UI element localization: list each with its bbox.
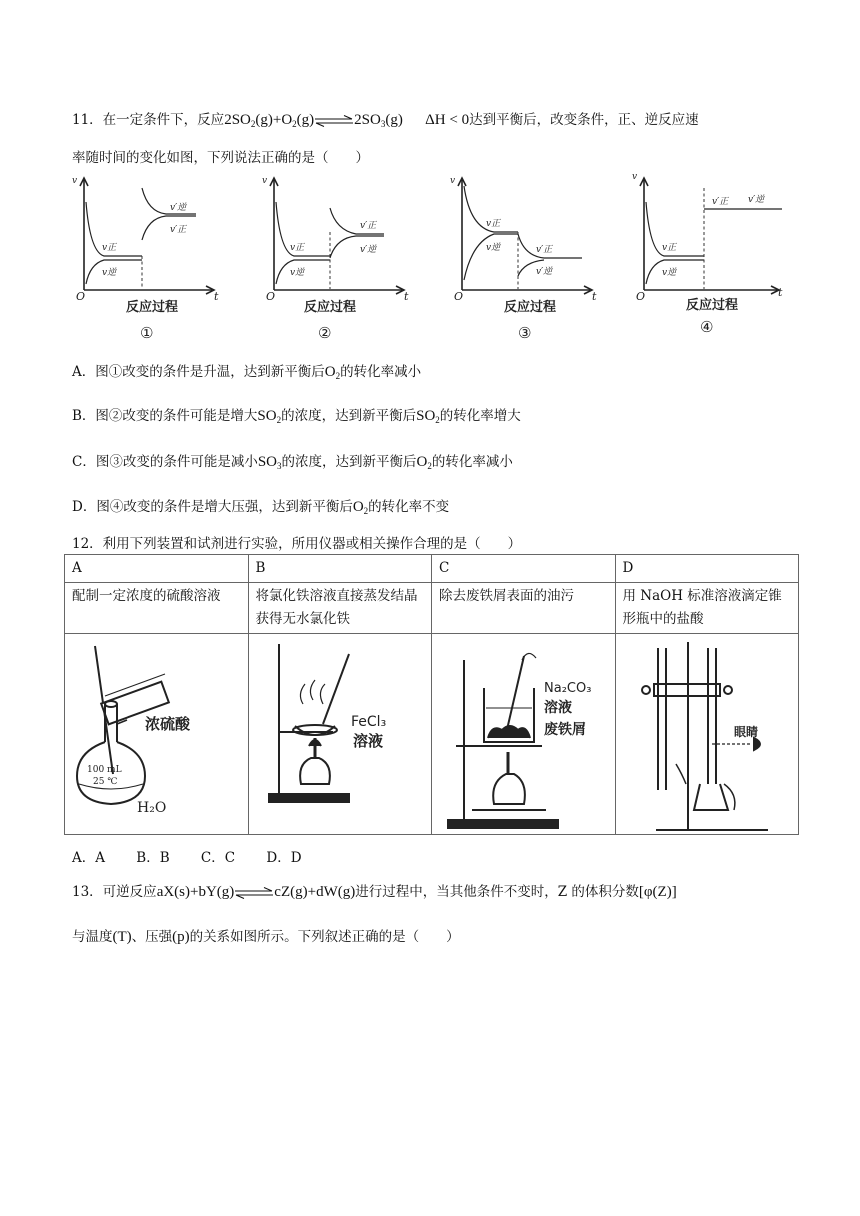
q12-header-row [65, 555, 799, 583]
graph-1 [62, 172, 232, 350]
graph-1-xlabel: 反应过程 [126, 300, 179, 315]
graph-3-label-0: v正 [486, 219, 501, 229]
graph-1-label-2: v′逆 [170, 203, 187, 213]
volumetric-flask-apparatus [65, 634, 245, 834]
graph-3-v-axis: v [450, 176, 456, 186]
graph-2-number: ② [318, 324, 332, 342]
a-label-water: H₂O [137, 800, 167, 816]
q12-header-b: B [248, 555, 432, 583]
graph-2-origin: O [266, 290, 276, 303]
b-label-fecl3: FeCl₃ [350, 714, 386, 730]
q11-option-d: D．图④改变的条件是增大压强，达到新平衡后$O_2$的转化率不变 [72, 499, 450, 516]
graph-1-t-axis: t [214, 290, 219, 303]
q12-header-c: C [432, 555, 616, 583]
evaporation-apparatus [249, 634, 433, 834]
titration-apparatus [616, 634, 800, 834]
graph-1-label-3: v′正 [170, 225, 187, 235]
graph-2-label-3: v′逆 [360, 245, 377, 255]
graph-3-t-axis: t [592, 290, 597, 303]
q12-description-row [65, 583, 799, 634]
graph-4-t-axis: t [778, 286, 783, 299]
graph-1-origin: O [76, 290, 86, 303]
graph-4-origin: O [636, 290, 646, 303]
graph-1-number: ① [140, 324, 154, 342]
q12-header-d: D [615, 555, 799, 583]
c-label-solution: 溶液 [544, 700, 572, 716]
graph-4 [622, 172, 792, 350]
q11-option-a: A．图①改变的条件是升温，达到新平衡后$O_2$的转化率减小 [72, 364, 422, 381]
graph-2-label-0: v正 [290, 243, 305, 253]
graph-2-label-1: v逆 [290, 268, 305, 278]
q13-stem-line1: 13．可逆反应aX(s)+bY(g) cZ(g)+dW(g)进行过程中，当其他条件不变时，Z 的体积分数[φ(Z)] [72, 884, 677, 900]
graph-1-label-1: v逆 [102, 268, 117, 278]
q12-picture-row [65, 634, 799, 835]
graph-3 [440, 172, 610, 350]
graph-3-label-2: v′正 [536, 245, 553, 255]
q12-table [64, 554, 799, 835]
b-label-solution: 溶液 [352, 732, 383, 750]
q11-option-c: C．图③改变的条件可能是减小$SO_3$的浓度，达到新平衡后$O_2$的转化率减小 [72, 454, 513, 471]
graph-1-label-0: v正 [102, 243, 117, 253]
graph-4-label-1: v逆 [662, 268, 677, 278]
graph-4-label-2: v′正 [712, 197, 729, 207]
graph-3-number: ③ [518, 324, 532, 342]
q12-desc-b: 将氯化铁溶液直接蒸发结晶获得无水氯化铁 [248, 583, 432, 634]
delta-h: ΔH < 0 [425, 112, 470, 128]
graph-2-xlabel: 反应过程 [304, 300, 357, 315]
q11-stem-line2: 率随时间的变化如图，下列说法正确的是（ ） [72, 150, 369, 166]
q11-option-b: B．图②改变的条件可能是增大$SO_2$的浓度，达到新平衡后$SO_2$的转化率增大 [72, 408, 521, 425]
q12-desc-a: 配制一定浓度的硫酸溶液 [65, 583, 249, 634]
graph-3-label-1: v逆 [486, 243, 501, 253]
graph-3-origin: O [454, 290, 464, 303]
q12-pic-a [65, 634, 249, 835]
q13-stem-line2: 与温度(T)、压强(p)的关系如图所示。下列叙述正确的是（ ） [72, 929, 460, 945]
q12-pic-b [248, 634, 432, 835]
beaker-heating-apparatus [432, 634, 616, 834]
q12-answer-options: A．A B．B C．C D．D [72, 850, 302, 866]
graph-1-v-axis: v [72, 176, 78, 186]
graph-3-label-3: v′逆 [536, 267, 553, 277]
equilibrium-arrow-icon [314, 115, 354, 127]
d-label-eye: 眼睛 [733, 725, 758, 739]
graph-2-label-2: v′正 [360, 221, 377, 231]
graph-4-label-3: v′逆 [748, 195, 765, 205]
q11-reaction: $2SO_2(g)+O_2(g)$ $2SO_3(g)$ [224, 112, 403, 129]
c-label-scrap: 废铁屑 [544, 722, 586, 738]
q12-pic-d [615, 634, 799, 835]
equilibrium-arrow-icon-2 [234, 887, 274, 899]
graph-4-label-0: v正 [662, 243, 677, 253]
c-label-na2co3: Na₂CO₃ [544, 681, 592, 696]
graph-2 [252, 172, 422, 350]
graph-4-number: ④ [700, 318, 714, 336]
q11-stem-line1: 11．在一定条件下，反应$2SO_2(g)+O_2(g)$ $2SO_3(g) \Delta H < 0$达到平衡后，改变条件，正、逆反应速 [72, 112, 699, 129]
graph-4-xlabel: 反应过程 [686, 298, 739, 313]
a-label-acid: 浓硫酸 [145, 715, 191, 733]
rate-graphs [62, 172, 792, 350]
graph-3-xlabel: 反应过程 [504, 300, 557, 315]
graph-2-plot [252, 172, 422, 350]
a-label-volume: 100 mL [87, 765, 122, 775]
q12-stem: 12．利用下列装置和试剂进行实验，所用仪器或相关操作合理的是（ ） [72, 536, 522, 552]
q12-pic-c [432, 634, 616, 835]
q12-desc-c: 除去废铁屑表面的油污 [432, 583, 616, 634]
q12-desc-d: 用 NaOH 标准溶液滴定锥形瓶中的盐酸 [615, 583, 799, 634]
graph-2-t-axis: t [404, 290, 409, 303]
a-label-temp: 25 ℃ [93, 777, 118, 787]
q12-header-a: A [65, 555, 249, 583]
graph-4-v-axis: v [632, 172, 638, 182]
graph-2-v-axis: v [262, 176, 268, 186]
